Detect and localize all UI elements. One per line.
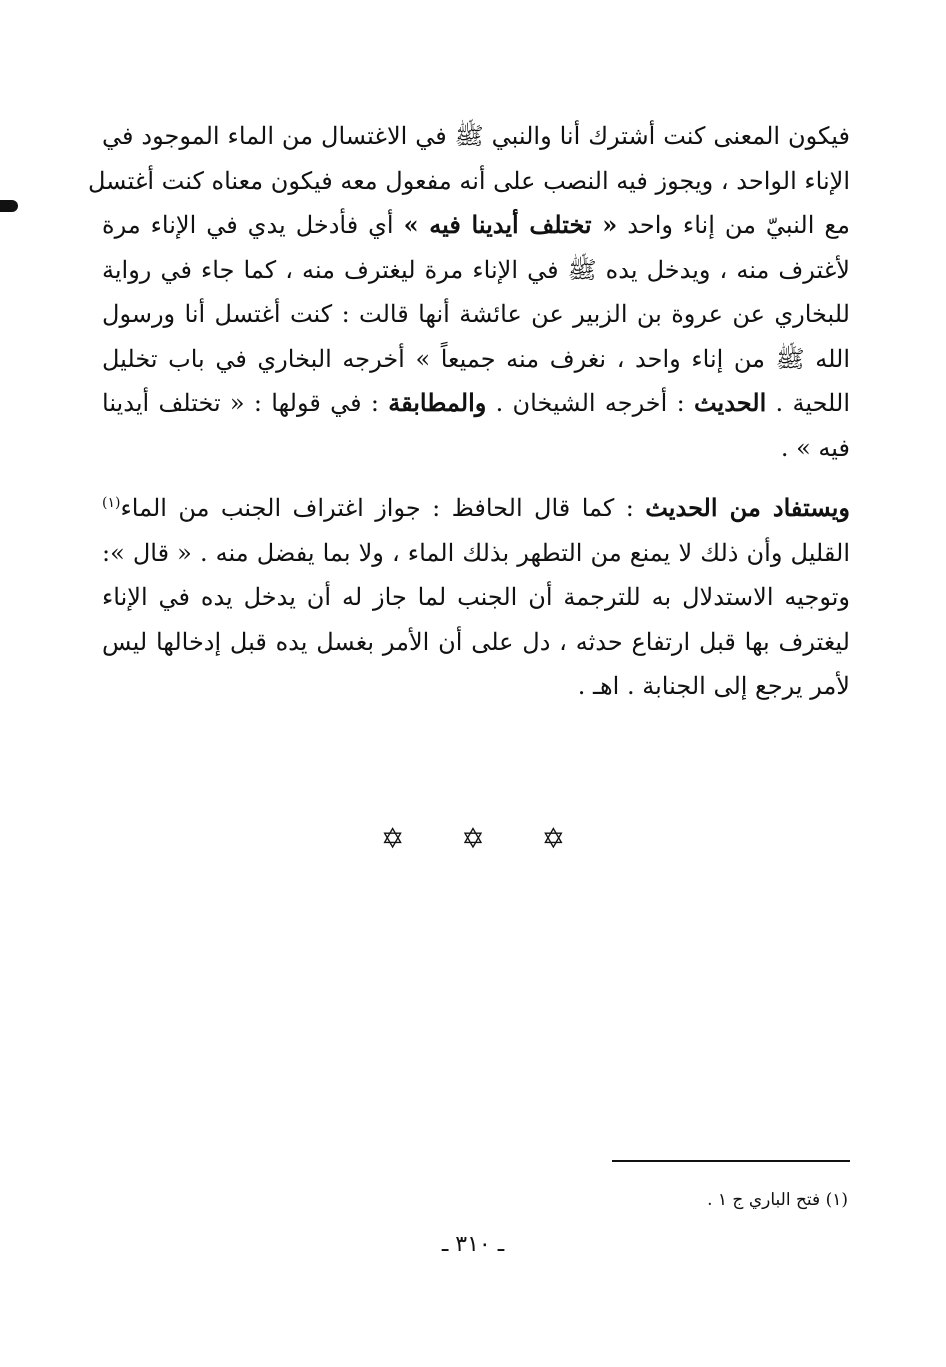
paragraph-1-line-7 <box>102 381 850 426</box>
mutabaqa-bold: والمطابقة <box>388 388 487 417</box>
line-7-part-b: : أخرجه الشيخان . <box>486 389 694 417</box>
paragraph-2-line-2: القليل وأن ذلك لا يمنع من التطهر بذلك الماء ، ولا بما يفضل منه . « قال »: <box>102 538 850 567</box>
star-separator <box>0 822 946 855</box>
footnote: (١) فتح الباري ج ١ . <box>707 1190 848 1210</box>
scan-edge-mark <box>0 200 18 212</box>
line-3-part-b: أي فأدخل يدي في الإناء مرة <box>102 211 404 239</box>
quote-bold: « تختلف أيدينا فيه » <box>403 210 618 239</box>
paragraph-1-line-6: الله ﷺ من إناء واحد ، نغرف منه جميعاً » أخرجه البخاري في باب تخليل <box>102 344 850 373</box>
paragraph-1-line-5: للبخاري عن عروة بن الزبير عن عائشة أنها قالت : كنت أغتسل أنا ورسول <box>102 300 850 328</box>
star-icon: ✡ <box>541 822 566 855</box>
paragraph-2-line-1 <box>102 486 850 531</box>
paragraph-2-line-5: لأمر يرجع إلى الجنابة . اهـ . <box>577 672 850 700</box>
paragraph-1-line-2: الإناء الواحد ، ويجوز فيه النصب على أنه مفعول معه فيكون معناه كنت أغتسل <box>88 166 850 195</box>
star-icon: ✡ <box>380 822 405 855</box>
lead-bold: ويستفاد من الحديث <box>645 493 850 522</box>
paragraph-1-line-3 <box>102 203 850 248</box>
paragraph-1 <box>88 114 850 470</box>
paragraph-2 <box>102 486 850 709</box>
paragraph-1-line-1: فيكون المعنى كنت أشترك أنا والنبي ﷺ في الاغتسال من الماء الموجود في <box>102 122 850 150</box>
footnote-reference[interactable]: (١) <box>102 495 121 511</box>
paragraph-1-line-4: لأغترف منه ، ويدخل يده ﷺ في الإناء مرة ليغترف منه ، كما جاء في رواية <box>102 255 850 284</box>
paragraph-2-line-3: وتوجيه الاستدلال به للترجمة أن الجنب لما جاز له أن يدخل يده في الإناء <box>102 583 850 611</box>
star-icon: ✡ <box>461 822 485 855</box>
line-1-rest: : كما قال الحافظ : جواز اغتراف الجنب من الماء <box>120 494 634 522</box>
hadith-bold: الحديث <box>693 388 767 417</box>
page-number: ـ ٣١٠ ـ <box>441 1232 505 1257</box>
line-7-part-a: اللحية . <box>766 389 850 417</box>
line-7-part-c: : في قولها : « تختلف أيدينا <box>102 389 389 417</box>
paragraph-2-line-4: ليغترف بها قبل ارتفاع حدثه ، دل على أن الأمر بغسل يده قبل إدخالها ليس <box>102 627 850 656</box>
paragraph-1-line-8: فيه » . <box>780 433 850 462</box>
line-3-part-a: مع النبيّ من إناء واحد <box>617 211 850 239</box>
footnote-divider <box>612 1160 850 1162</box>
